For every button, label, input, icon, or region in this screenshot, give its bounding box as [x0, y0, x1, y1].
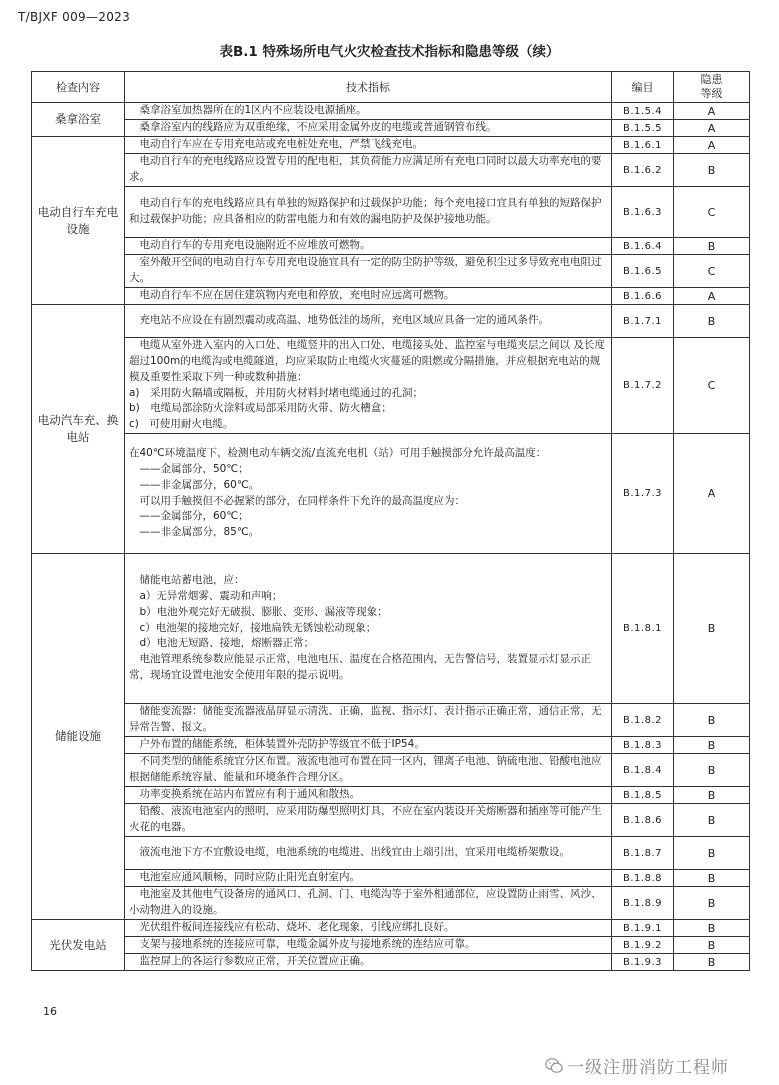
code-cell: B.1.5.5 [612, 120, 674, 137]
requirement-line: 功率变换系统在站内布置应有利于通风和散热。 [129, 788, 360, 801]
header-code: 编目 [612, 72, 674, 103]
requirement-line: 桑拿浴室内的线路应为双重绝缘，不应采用金属外皮的电缆或普通钢管布线。 [129, 121, 497, 134]
table-header-row [32, 72, 750, 103]
table-row [32, 804, 750, 837]
code-cell: B.1.6.3 [612, 187, 674, 238]
grade-cell: B [674, 937, 750, 954]
requirement-line: 桑拿浴室加热器所在的1区内不应装设电源插座。 [129, 104, 367, 117]
grade-cell: C [674, 338, 750, 434]
grade-cell: B [674, 804, 750, 837]
requirement-cell [125, 255, 612, 288]
requirement-line: 电动自行车的充电线路应设置专用的配电柜，其负荷能力应满足所有充电口同时以最大功率充电的要求。 [129, 155, 602, 183]
requirement-cell [125, 887, 612, 920]
grade-cell: C [674, 255, 750, 288]
code-cell: B.1.9.1 [612, 920, 674, 937]
requirement-cell [125, 288, 612, 305]
requirement-cell [125, 434, 612, 554]
requirement-line: 不同类型的储能系统宜分区布置。液流电池可布置在同一区内，锂离子电池、钠硫电池、铅酸电池应根据储能系统容量、能量和环境条件合理分区。 [129, 755, 602, 783]
code-cell: B.1.6.2 [612, 154, 674, 187]
requirement-cell [125, 103, 612, 120]
requirement-line: 电动自行车应在专用充电站或充电桩处充电，严禁飞线充电。 [129, 138, 423, 151]
requirement-cell [125, 870, 612, 887]
standard-code: T/BJXF 009—2023 [18, 10, 131, 24]
requirement-line: b）电池外观完好无破损、膨胀、变形、漏液等现象； [129, 605, 388, 618]
watermark-text: 一级注册消防工程师 [567, 1058, 729, 1078]
table-row [32, 255, 750, 288]
requirement-line: 电动自行车的专用充电设施附近不应堆放可燃物。 [129, 239, 371, 252]
requirement-cell [125, 187, 612, 238]
table-row [32, 187, 750, 238]
table-row [32, 137, 750, 154]
grade-cell: B [674, 954, 750, 971]
requirement-line: 铅酸、液流电池室内的照明，应采用防爆型照明灯具，不应在室内装设开关熔断器和插座等可能产生火花的电器。 [129, 805, 602, 833]
code-cell: B.1.8.4 [612, 754, 674, 787]
requirement-cell [125, 305, 612, 338]
code-cell: B.1.8.1 [612, 554, 674, 704]
grade-cell: A [674, 137, 750, 154]
grade-cell: A [674, 103, 750, 120]
header-grade: 隐患等级 [674, 72, 750, 103]
requirement-cell [125, 804, 612, 837]
requirement-line: 电缆从室外进入室内的入口处、电缆竖井的出入口处、电缆接头处、监控室与电缆夹层之间以 及长度超过100m的电缆沟或电缆隧道，均应采取防止电缆火灾蔓延的阻燃或分隔措施，并应根据充电站的规模及重要性采取下列一种或数种措施： [129, 339, 605, 383]
code-cell: B.1.7.2 [612, 338, 674, 434]
inspection-table [31, 71, 750, 971]
requirement-cell [125, 238, 612, 255]
grade-cell: B [674, 920, 750, 937]
page-number: 16 [43, 1005, 57, 1018]
requirement-cell [125, 920, 612, 937]
requirement-line: 电池管理系统参数应能显示正常，电池电压、温度在合格范围内，无告警信号，装置显示灯显示正常，现场宜设置电池安全使用年限的提示说明。 [129, 653, 591, 681]
code-cell: B.1.9.3 [612, 954, 674, 971]
requirement-cell [125, 120, 612, 137]
wechat-icon [545, 1057, 563, 1075]
code-cell: B.1.6.6 [612, 288, 674, 305]
table-row [32, 887, 750, 920]
requirement-cell [125, 937, 612, 954]
requirement-cell [125, 554, 612, 704]
requirement-line: 可以用手触摸但不必握紧的部分，在同样条件下允许的最高温度应为： [129, 494, 465, 507]
code-cell: B.1.8.5 [612, 787, 674, 804]
requirement-line: 电动自行车不应在居住建筑物内充电和停放，充电时应远离可燃物。 [129, 289, 455, 302]
code-cell: B.1.9.2 [612, 937, 674, 954]
requirement-line: 电动自行车的充电线路应具有单独的短路保护和过载保护功能；每个充电接口宜具有单独的短路保护和过载保护功能；应具备相应的防雷电能力和有效的漏电防护及保护接地功能。 [129, 197, 602, 225]
grade-cell: A [674, 434, 750, 554]
grade-cell: B [674, 837, 750, 870]
requirement-line: d）电池无短路、接地，熔断器正常； [129, 637, 315, 650]
requirement-line: a）无异常烟雾、震动和声响； [129, 590, 283, 602]
requirement-line: 室外敞开空间的电动自行车专用充电设施宜具有一定的防尘防护等级，避免积尘过多导致充电电阻过大。 [129, 256, 602, 284]
requirement-line: 在40℃环境温度下，检测电动车辆交流/直流充电机（站）可用手触摸部分允许最高温度： [129, 447, 547, 460]
grade-cell: B [674, 305, 750, 338]
requirement-line: ——金属部分，50℃； [129, 462, 249, 475]
grade-cell: C [674, 187, 750, 238]
table-row [32, 434, 750, 554]
requirement-cell [125, 154, 612, 187]
grade-cell: A [674, 288, 750, 305]
requirement-line: 电池室及其他电气设备房的通风口、孔洞、门、电缆沟等于室外相通部位，应设置防止雨雪、风沙、小动物进入的设施。 [129, 888, 602, 916]
watermark [545, 1053, 729, 1078]
grade-cell: A [674, 120, 750, 137]
requirement-line: 储能变流器：储能变流器液晶屏显示清洗、正确，监视、指示灯、表计指示正确正常，通信正常，无异常告警、报文。 [129, 705, 602, 733]
requirement-line: 电池室应通风顺畅，同时应防止阳光直射室内。 [129, 871, 360, 884]
requirement-cell [125, 754, 612, 787]
code-cell: B.1.8.3 [612, 737, 674, 754]
requirement-line: b) 电缆局部涂防火涂料或局部采用防火带、防火槽盒； [129, 402, 392, 415]
table-row [32, 737, 750, 754]
code-cell: B.1.7.3 [612, 434, 674, 554]
grade-cell: B [674, 787, 750, 804]
code-cell: B.1.6.4 [612, 238, 674, 255]
code-cell: B.1.8.9 [612, 887, 674, 920]
requirement-line: 监控屏上的各运行参数应正常，开关位置应正确。 [129, 955, 371, 968]
table-title: 表B.1 特殊场所电气火灾检查技术指标和隐患等级（续） [219, 44, 560, 60]
table-row [32, 554, 750, 704]
grade-cell: B [674, 238, 750, 255]
table-row [32, 305, 750, 338]
requirement-cell [125, 737, 612, 754]
grade-cell: B [674, 154, 750, 187]
category-cell: 电动汽车充、换电站 [32, 305, 125, 554]
category-cell: 光伏发电站 [32, 920, 125, 971]
table-row [32, 937, 750, 954]
table-row [32, 238, 750, 255]
requirement-cell [125, 787, 612, 804]
requirement-line: ——金属部分，60℃； [129, 510, 249, 523]
code-cell: B.1.5.4 [612, 103, 674, 120]
table-row [32, 338, 750, 434]
header-category: 检查内容 [32, 72, 125, 103]
table-row [32, 870, 750, 887]
requirement-line: ——非金属部分，60℃。 [129, 478, 260, 491]
requirement-line: 充电站不应设在有剧烈震动或高温、地势低洼的场所，充电区域应具备一定的通风条件。 [129, 314, 549, 327]
code-cell: B.1.7.1 [612, 305, 674, 338]
table-row [32, 787, 750, 804]
code-cell: B.1.8.7 [612, 837, 674, 870]
requirement-line: 户外布置的储能系统，柜体装置外壳防护等级宜不低于IP54。 [129, 738, 425, 751]
table-row [32, 103, 750, 120]
grade-cell: B [674, 554, 750, 704]
requirement-cell [125, 704, 612, 737]
table-row [32, 837, 750, 870]
table-row [32, 154, 750, 187]
requirement-cell [125, 338, 612, 434]
requirement-cell [125, 137, 612, 154]
requirement-cell [125, 837, 612, 870]
grade-cell: B [674, 737, 750, 754]
requirement-cell [125, 954, 612, 971]
requirement-line: ——非金属部分，85℃。 [129, 526, 260, 539]
code-cell: B.1.8.2 [612, 704, 674, 737]
code-cell: B.1.8.8 [612, 870, 674, 887]
code-cell: B.1.6.5 [612, 255, 674, 288]
grade-cell: B [674, 704, 750, 737]
header-requirement: 技术指标 [125, 72, 612, 103]
grade-cell: B [674, 754, 750, 787]
requirement-line: 光伏组件板间连接线应有松动、烧坏、老化现象，引线应绑扎良好。 [129, 921, 455, 934]
requirement-line: 储能电站蓄电池，应： [129, 574, 245, 587]
table-row [32, 120, 750, 137]
category-cell: 电动自行车充电设施 [32, 137, 125, 305]
table-row [32, 954, 750, 971]
grade-cell: B [674, 870, 750, 887]
requirement-line: c) 可使用耐火电缆。 [129, 418, 234, 431]
requirement-line: 支架与接地系统的连接应可靠，电缆金属外皮与接地系统的连结应可靠。 [129, 938, 476, 951]
requirement-line: 液流电池下方不宜敷设电缆，电池系统的电缆进、出线宜由上端引出，宜采用电缆桥架敷设。 [129, 846, 570, 859]
category-cell: 储能设施 [32, 554, 125, 920]
code-cell: B.1.6.1 [612, 137, 674, 154]
requirement-line: c）电池架的接地完好，接地扁铁无锈蚀松动现象； [129, 621, 377, 634]
table-row [32, 704, 750, 737]
category-cell: 桑拿浴室 [32, 103, 125, 137]
grade-cell: B [674, 887, 750, 920]
code-cell: B.1.8.6 [612, 804, 674, 837]
requirement-line: a) 采用防火隔墙或隔板，并用防火材料封堵电缆通过的孔洞； [129, 386, 424, 399]
table-row [32, 920, 750, 937]
table-row [32, 754, 750, 787]
table-row [32, 288, 750, 305]
